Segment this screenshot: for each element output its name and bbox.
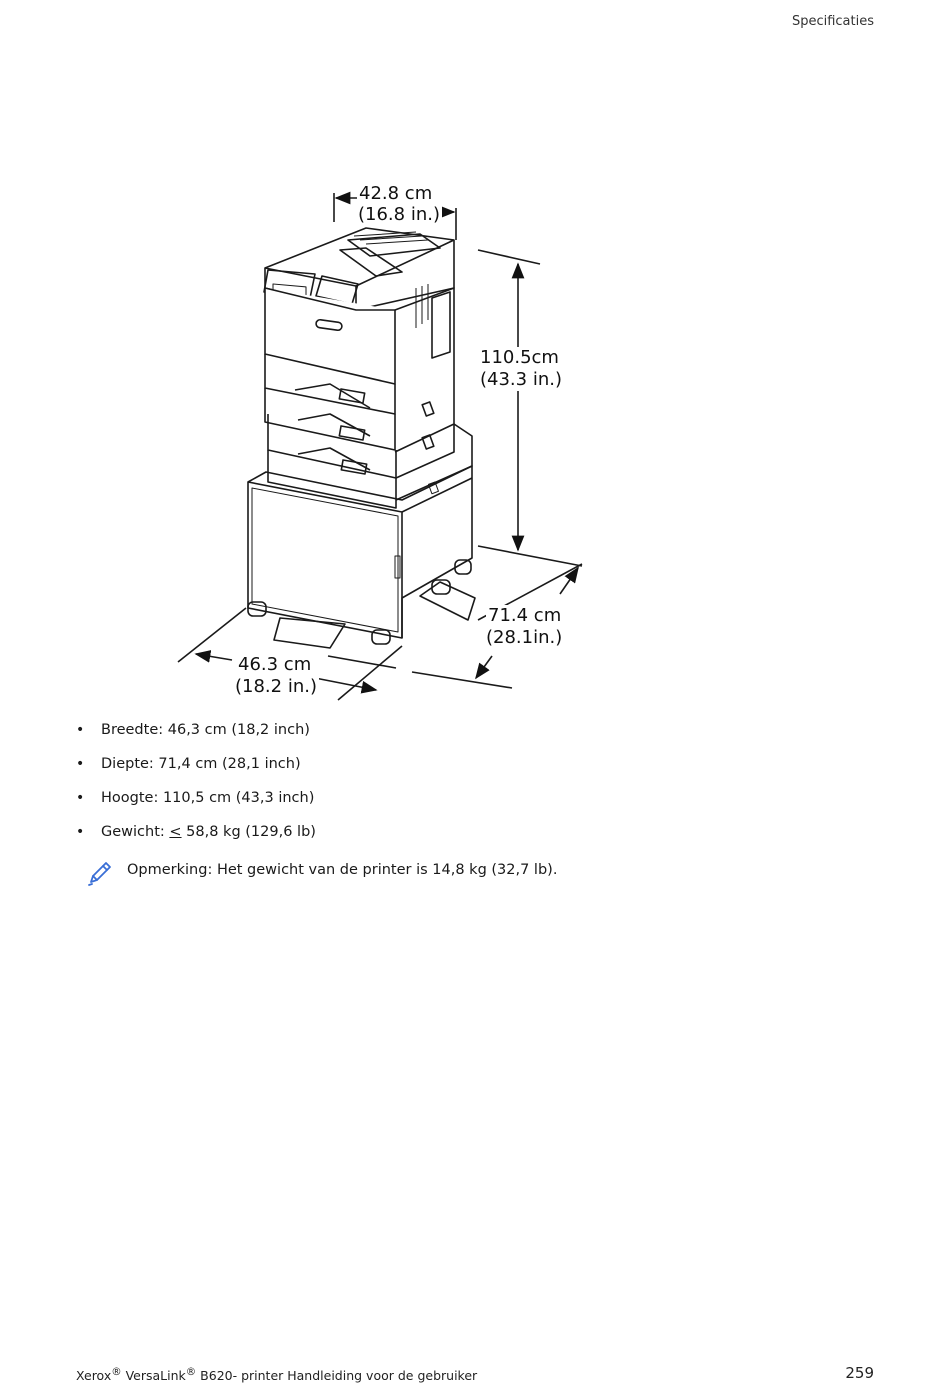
pencil-note-icon (86, 859, 114, 887)
registered-mark: ® (111, 1366, 122, 1378)
spec-item-depth: • Diepte: 71,4 cm (28,1 inch) (76, 752, 316, 786)
depth-cm-label: 71.4 cm (488, 605, 562, 626)
width-cm-label: 46.3 cm (238, 654, 312, 675)
spec-item-height: • Hoogte: 110,5 cm (43,3 inch) (76, 786, 316, 820)
note-text: Opmerking: Het gewicht van de printer is 14,8 kg (32,7 lb). (127, 862, 558, 878)
height-cm-label: 110.5cm (480, 347, 559, 368)
width-in-label: (18.2 in.) (235, 676, 317, 697)
top-width-cm-label: 42.8 cm (359, 183, 433, 204)
spec-item-width: • Breedte: 46,3 cm (18,2 inch) (76, 718, 316, 752)
top-width-in-label: (16.8 in.) (358, 204, 440, 225)
depth-in-label: (28.1in.) (486, 627, 563, 648)
page-number: 259 (845, 1364, 874, 1382)
printer-dimension-figure (170, 178, 600, 708)
spec-item-weight: • Gewicht: < 58,8 kg (129,6 lb) (76, 820, 316, 854)
registered-mark: ® (185, 1366, 197, 1378)
running-header: Specificaties (791, 14, 874, 29)
page-footer: Xerox® VersaLink® B620- printer Handleiding voor de gebruiker (76, 1366, 478, 1384)
less-or-equal-symbol: < (169, 824, 182, 840)
spec-list (76, 718, 316, 854)
height-in-label: (43.3 in.) (480, 369, 562, 390)
